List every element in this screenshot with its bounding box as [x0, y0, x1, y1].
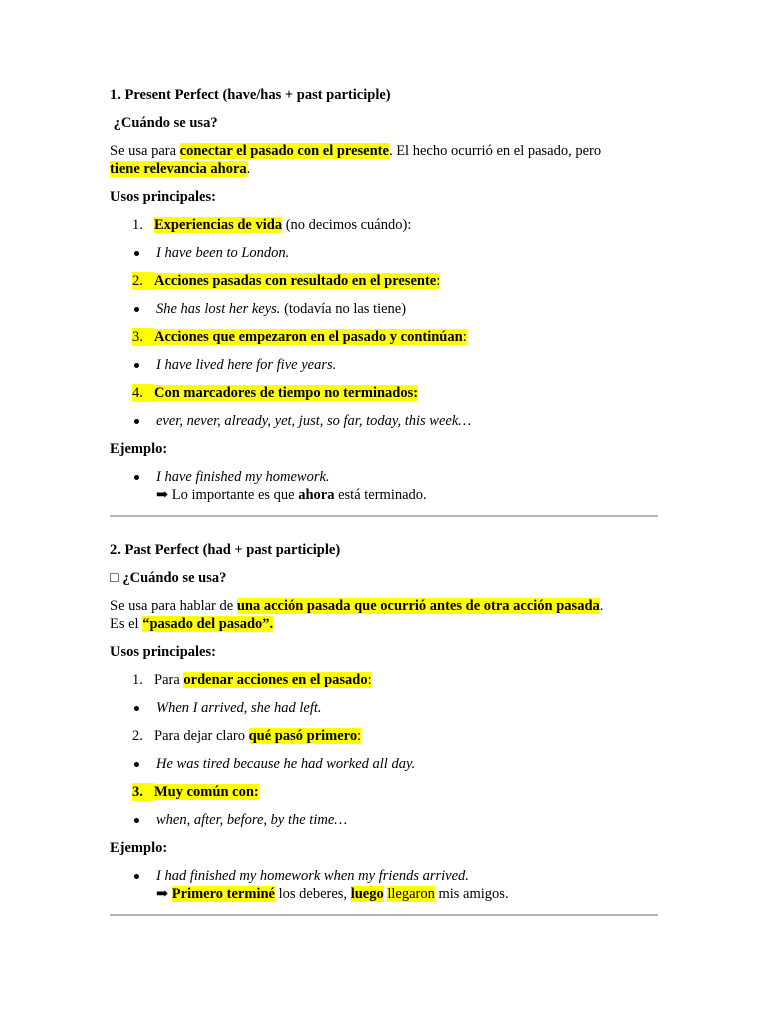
- section-divider: [110, 914, 658, 916]
- section-2-title: 2. Past Perfect (had + past participle): [110, 542, 341, 558]
- section-divider: [110, 515, 658, 517]
- section-1-item-4: 4. Con marcadores de tiempo no terminados:: [132, 385, 419, 401]
- section-1-item-1: 1. Experiencias de vida (no decimos cuándo):: [132, 217, 412, 233]
- section-2-item-2: 2. Para dejar claro qué pasó primero:: [132, 728, 362, 744]
- section-2-item-3-example: when, after, before, by the time…: [110, 811, 658, 829]
- section-1-item-3-example: I have lived here for five years.: [110, 356, 658, 374]
- section-1-when-heading: ¿Cuándo se usa?: [113, 115, 218, 131]
- section-2-intro: Se usa para hablar de una acción pasada que ocurrió antes de otra acción pasada. Es el “pasado del pasado”.: [110, 598, 604, 632]
- bullet-icon: [110, 300, 156, 318]
- section-2-item-1: 1. Para ordenar acciones en el pasado:: [132, 672, 372, 688]
- section-1-item-3: 3. Acciones que empezaron en el pasado y continúan:: [132, 329, 467, 345]
- bullet-icon: [110, 468, 156, 504]
- section-2-ejemplo-heading: Ejemplo:: [110, 840, 168, 856]
- document-page: [110, 86, 658, 916]
- section-2-ejemplo-item: I had finished my homework when my friends arrived. ➡ Primero terminé los deberes, luego llegaron mis amigos.: [110, 867, 658, 903]
- section-1-ejemplo-item: I have finished my homework. ➡ Lo importante es que ahora está terminado.: [110, 468, 658, 504]
- bullet-icon: [110, 412, 156, 430]
- bullet-icon: [110, 699, 156, 717]
- bullet-icon: [110, 356, 156, 374]
- section-2-item-2-example: He was tired because he had worked all day.: [110, 755, 658, 773]
- section-2-usos-heading: Usos principales:: [110, 644, 216, 660]
- section-1-intro: Se usa para conectar el pasado con el presente. El hecho ocurrió en el pasado, pero tiene relevancia ahora.: [110, 143, 602, 177]
- bullet-icon: [110, 811, 156, 829]
- section-2-when-heading: □ ¿Cuándo se usa?: [110, 570, 227, 586]
- arrow-right-icon: ➡: [156, 487, 169, 503]
- section-1-item-4-example: ever, never, already, yet, just, so far, today, this week…: [110, 412, 658, 430]
- bullet-icon: [110, 244, 156, 262]
- section-1-usos-heading: Usos principales:: [110, 189, 216, 205]
- arrow-right-icon: ➡: [156, 886, 169, 902]
- section-2-item-3: 3. Muy común con:: [132, 784, 259, 800]
- bullet-icon: [110, 867, 156, 903]
- bullet-icon: [110, 755, 156, 773]
- missing-glyph-icon: □: [110, 570, 119, 586]
- section-1-item-2: 2. Acciones pasadas con resultado en el presente:: [132, 273, 441, 289]
- section-1-ejemplo-heading: Ejemplo:: [110, 441, 168, 457]
- section-1-item-2-example: She has lost her keys. (todavía no las tiene): [110, 300, 658, 318]
- section-2-item-1-example: When I arrived, she had left.: [110, 699, 658, 717]
- section-1-title: 1. Present Perfect (have/has + past participle): [110, 87, 391, 103]
- section-1-item-1-example: I have been to London.: [110, 244, 658, 262]
